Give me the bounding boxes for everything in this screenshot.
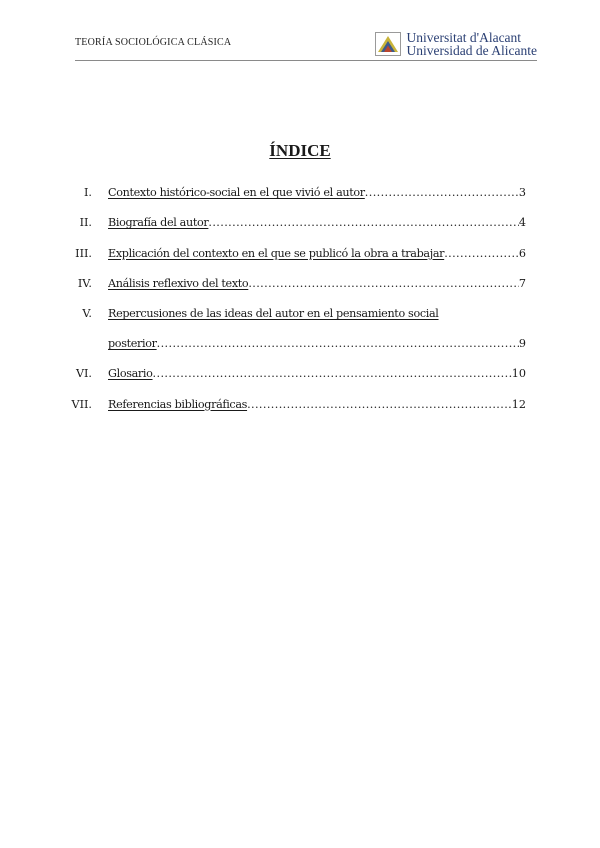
toc-entry-number: III. [75,246,92,260]
toc-entry-number: II. [79,216,92,230]
toc-entry-link[interactable]: Repercusiones de las ideas del autor en el pensamiento social [108,306,439,320]
toc-entry-link[interactable]: Análisis reflexivo del texto [108,276,249,290]
university-logo [375,30,537,58]
toc-entry-link[interactable]: posterior [108,337,157,351]
university-name-valencian: Universitat d'Alacant [406,30,522,45]
table-of-contents [60,172,526,414]
toc-entry[interactable] [60,383,526,413]
dot-leader [208,216,518,229]
toc-entry-page: 3 [518,186,526,200]
toc-entry[interactable] [60,263,526,293]
toc-entry[interactable] [60,232,526,262]
toc-entry-number: VI. [75,367,92,381]
university-name-spanish: Universidad de Alicante [406,43,537,58]
toc-entry-page: 10 [511,367,526,381]
toc-entry-link[interactable]: Biografía del autor [108,216,209,230]
page-header [75,28,537,61]
toc-entry-number: I. [84,186,92,200]
toc-entry-number: VII. [71,397,92,411]
toc-entry[interactable] [60,353,526,383]
dot-leader [157,337,519,350]
university-logo-icon [375,32,401,56]
toc-entry-link[interactable]: Contexto histórico-social en el que vivió el autor [108,186,365,200]
dot-leader [444,247,519,260]
dot-leader [248,277,519,290]
toc-entry-continuation[interactable] [60,323,526,353]
index-title: ÍNDICE [269,141,331,160]
dot-leader [247,398,512,411]
dot-leader [153,367,512,380]
toc-entry-number: IV. [77,276,92,290]
toc-entry-page: 7 [518,276,526,290]
toc-entry-link[interactable]: Glosario [108,367,153,381]
toc-entry-page: 6 [518,246,526,260]
toc-entry-number: V. [82,306,92,320]
toc-entry-link[interactable]: Referencias bibliográficas [108,397,248,411]
toc-entry-page: 9 [518,337,526,351]
toc-entry-page: 4 [518,216,526,230]
toc-entry[interactable] [60,293,526,323]
toc-entry[interactable] [60,172,526,202]
toc-entry-page: 12 [511,397,526,411]
toc-entry-link[interactable]: Explicación del contexto en el que se publicó la obra a trabajar [108,246,445,260]
toc-entry[interactable] [60,202,526,232]
course-title: TEORÍA SOCIOLÓGICA CLÁSICA [75,37,232,48]
dot-leader [365,186,519,199]
